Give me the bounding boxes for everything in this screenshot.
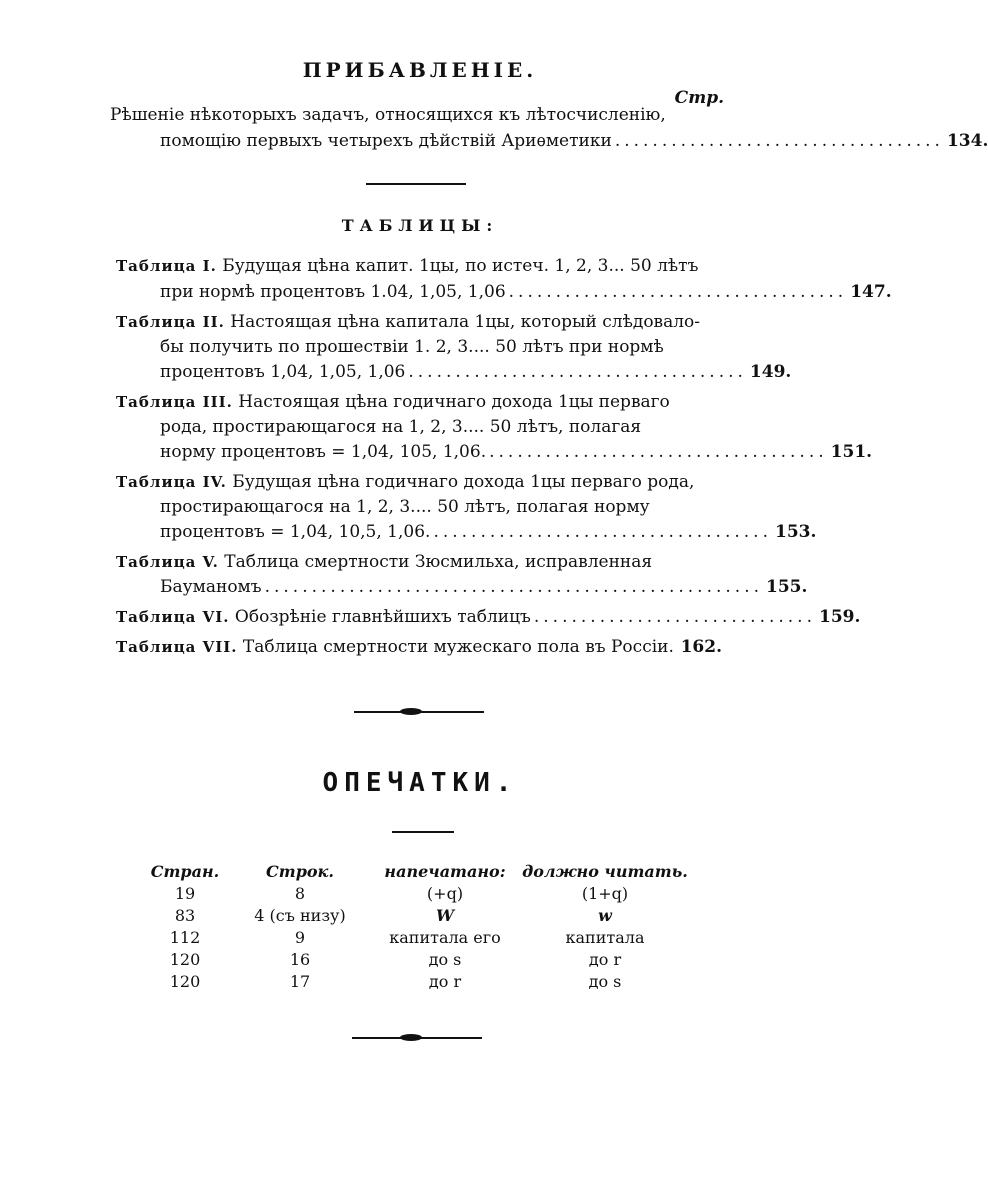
table-4-label: Таблица IV. <box>116 473 227 491</box>
table-5-line-1 <box>116 551 682 573</box>
table-3-page: 151. <box>830 442 873 462</box>
table-3-line-1 <box>116 391 682 413</box>
table-3-label: Таблица III. <box>116 393 233 411</box>
errata-cell: до s <box>428 950 462 969</box>
table-1-label: Таблица I. <box>116 257 217 275</box>
ornament-center <box>400 708 422 715</box>
table-4-page: 153. <box>774 522 817 542</box>
table-2-line-1 <box>116 311 701 333</box>
table-5-text-2: Бауманомъ <box>160 577 262 597</box>
table-7-text-1: Таблица смертности мужескаго пола въ Россіи. <box>242 637 674 657</box>
table-1-text-1: Будущая цѣна капит. 1цы, по истеч. 1, 2, 3... 50 лѣтъ <box>222 256 699 276</box>
supplement-title: ПРИБАВЛЕНІЕ. <box>302 58 538 82</box>
errata-header-row <box>140 862 720 884</box>
table-5-line-2 <box>160 576 808 598</box>
errata-cell: 19 <box>174 884 196 903</box>
supplement-line-1 <box>110 104 680 126</box>
table-1-page: 147. <box>850 282 892 302</box>
table-3-text-2: рода, простирающагося на 1, 2, 3.... 50 лѣтъ, полагая <box>160 417 642 437</box>
errata-cell: до r <box>588 950 622 969</box>
errata-cell: W <box>436 906 454 925</box>
errata-cell: 112 <box>169 928 201 947</box>
supplement-line-1-text: Рѣшеніе нѣкоторыхъ задачъ, относящихся къ лѣтосчисленію, <box>110 105 666 125</box>
table-3-line-2 <box>160 416 682 438</box>
errata-cell: 8 <box>294 884 306 903</box>
errata-cell: (+q) <box>426 884 464 903</box>
errata-rule <box>392 831 454 833</box>
table-4-line-3 <box>160 521 817 543</box>
table-2-line-3 <box>160 361 792 383</box>
table-3-line-3 <box>160 441 873 463</box>
table-6-page: 159. <box>819 607 861 627</box>
errata-cell: капитала его <box>389 928 501 947</box>
table-5-page: 155. <box>766 577 808 597</box>
table-4-text-1: Будущая цѣна годичнаго дохода 1цы перваго рода, <box>232 472 695 492</box>
errata-header-printed: напечатано: <box>384 862 506 881</box>
table-5-text-1: Таблица смертности Зюсмильха, исправленная <box>224 552 653 572</box>
errata-cell: 9 <box>294 928 306 947</box>
table-row <box>140 950 720 972</box>
leader-dots: ..................................................... <box>264 577 763 597</box>
table-7-label: Таблица VII. <box>116 638 238 656</box>
errata-cell: 120 <box>169 972 201 991</box>
table-row <box>140 972 720 994</box>
errata-cell: (1+q) <box>581 884 629 903</box>
errata-cell: капитала <box>565 928 645 947</box>
errata-cell: 16 <box>289 950 311 969</box>
table-4-text-2: простирающагося на 1, 2, 3.... 50 лѣтъ, полагая норму <box>160 497 650 517</box>
table-1-line-2 <box>160 281 892 303</box>
errata-header-line: Строк. <box>266 862 334 881</box>
leader-dots: .............................. <box>533 607 816 627</box>
table-6-text-1: Обозрѣніе главнѣйшихъ таблицъ <box>234 607 531 627</box>
table-7-page: 162. <box>680 637 722 657</box>
supplement-line-2 <box>160 130 988 152</box>
table-3-text-3: норму процентовъ = 1,04, 105, 1,06. <box>160 442 487 462</box>
errata-cell: до s <box>588 972 622 991</box>
errata-header-page: Стран. <box>150 862 220 881</box>
table-2-text-1: Настоящая цѣна капитала 1цы, который слѣдовало- <box>230 312 701 332</box>
tables-title: ТАБЛИЦЫ: <box>341 216 499 235</box>
leader-dots: .................................... <box>489 442 828 462</box>
page-column-header: Стр. <box>674 88 724 108</box>
table-4-line-1 <box>116 471 695 493</box>
table-2-page: 149. <box>749 362 792 382</box>
errata-header-correct: должно читать. <box>522 862 688 881</box>
table-2-text-2: бы получить по прошествіи 1. 2, 3.... 50 лѣтъ при нормѣ <box>160 337 664 357</box>
errata-cell: w <box>598 906 612 925</box>
table-2-text-3: процентовъ 1,04, 1,05, 1,06 <box>160 362 406 382</box>
errata-cell: 4 (съ низу) <box>254 906 346 925</box>
table-6-label: Таблица VI. <box>116 608 230 626</box>
leader-dots: ................................... <box>614 131 944 151</box>
errata-cell: 17 <box>289 972 311 991</box>
table-3-text-1: Настоящая цѣна годичнаго дохода 1цы перваго <box>238 392 670 412</box>
separator-rule <box>366 183 466 185</box>
table-1-line-1 <box>116 255 699 277</box>
errata-title: ОПЕЧАТКИ. <box>322 768 518 798</box>
errata-cell: 120 <box>169 950 201 969</box>
table-7-line-1 <box>116 636 722 658</box>
leader-dots: .................................... <box>508 282 848 302</box>
table-row <box>140 884 720 906</box>
table-2-label: Таблица II. <box>116 313 225 331</box>
errata-table <box>140 862 720 994</box>
ornament-center-bottom <box>400 1034 422 1041</box>
supplement-line-2-text: помощію первыхъ четырехъ дѣйствій Ариѳметики <box>160 131 612 151</box>
errata-cell: 83 <box>174 906 196 925</box>
table-5-label: Таблица V. <box>116 553 219 571</box>
supplement-page: 134. <box>946 131 988 151</box>
table-row <box>140 906 720 928</box>
table-1-text-2: при нормѣ процентовъ 1.04, 1,05, 1,06 <box>160 282 506 302</box>
leader-dots: .................................... <box>408 362 747 382</box>
errata-cell: до r <box>428 972 462 991</box>
table-6-line-1 <box>116 606 861 628</box>
table-4-line-2 <box>160 496 682 518</box>
table-4-text-3: процентовъ = 1,04, 10,5, 1,06. <box>160 522 431 542</box>
table-2-line-2 <box>160 336 682 358</box>
leader-dots: .................................... <box>433 522 772 542</box>
table-row <box>140 928 720 950</box>
